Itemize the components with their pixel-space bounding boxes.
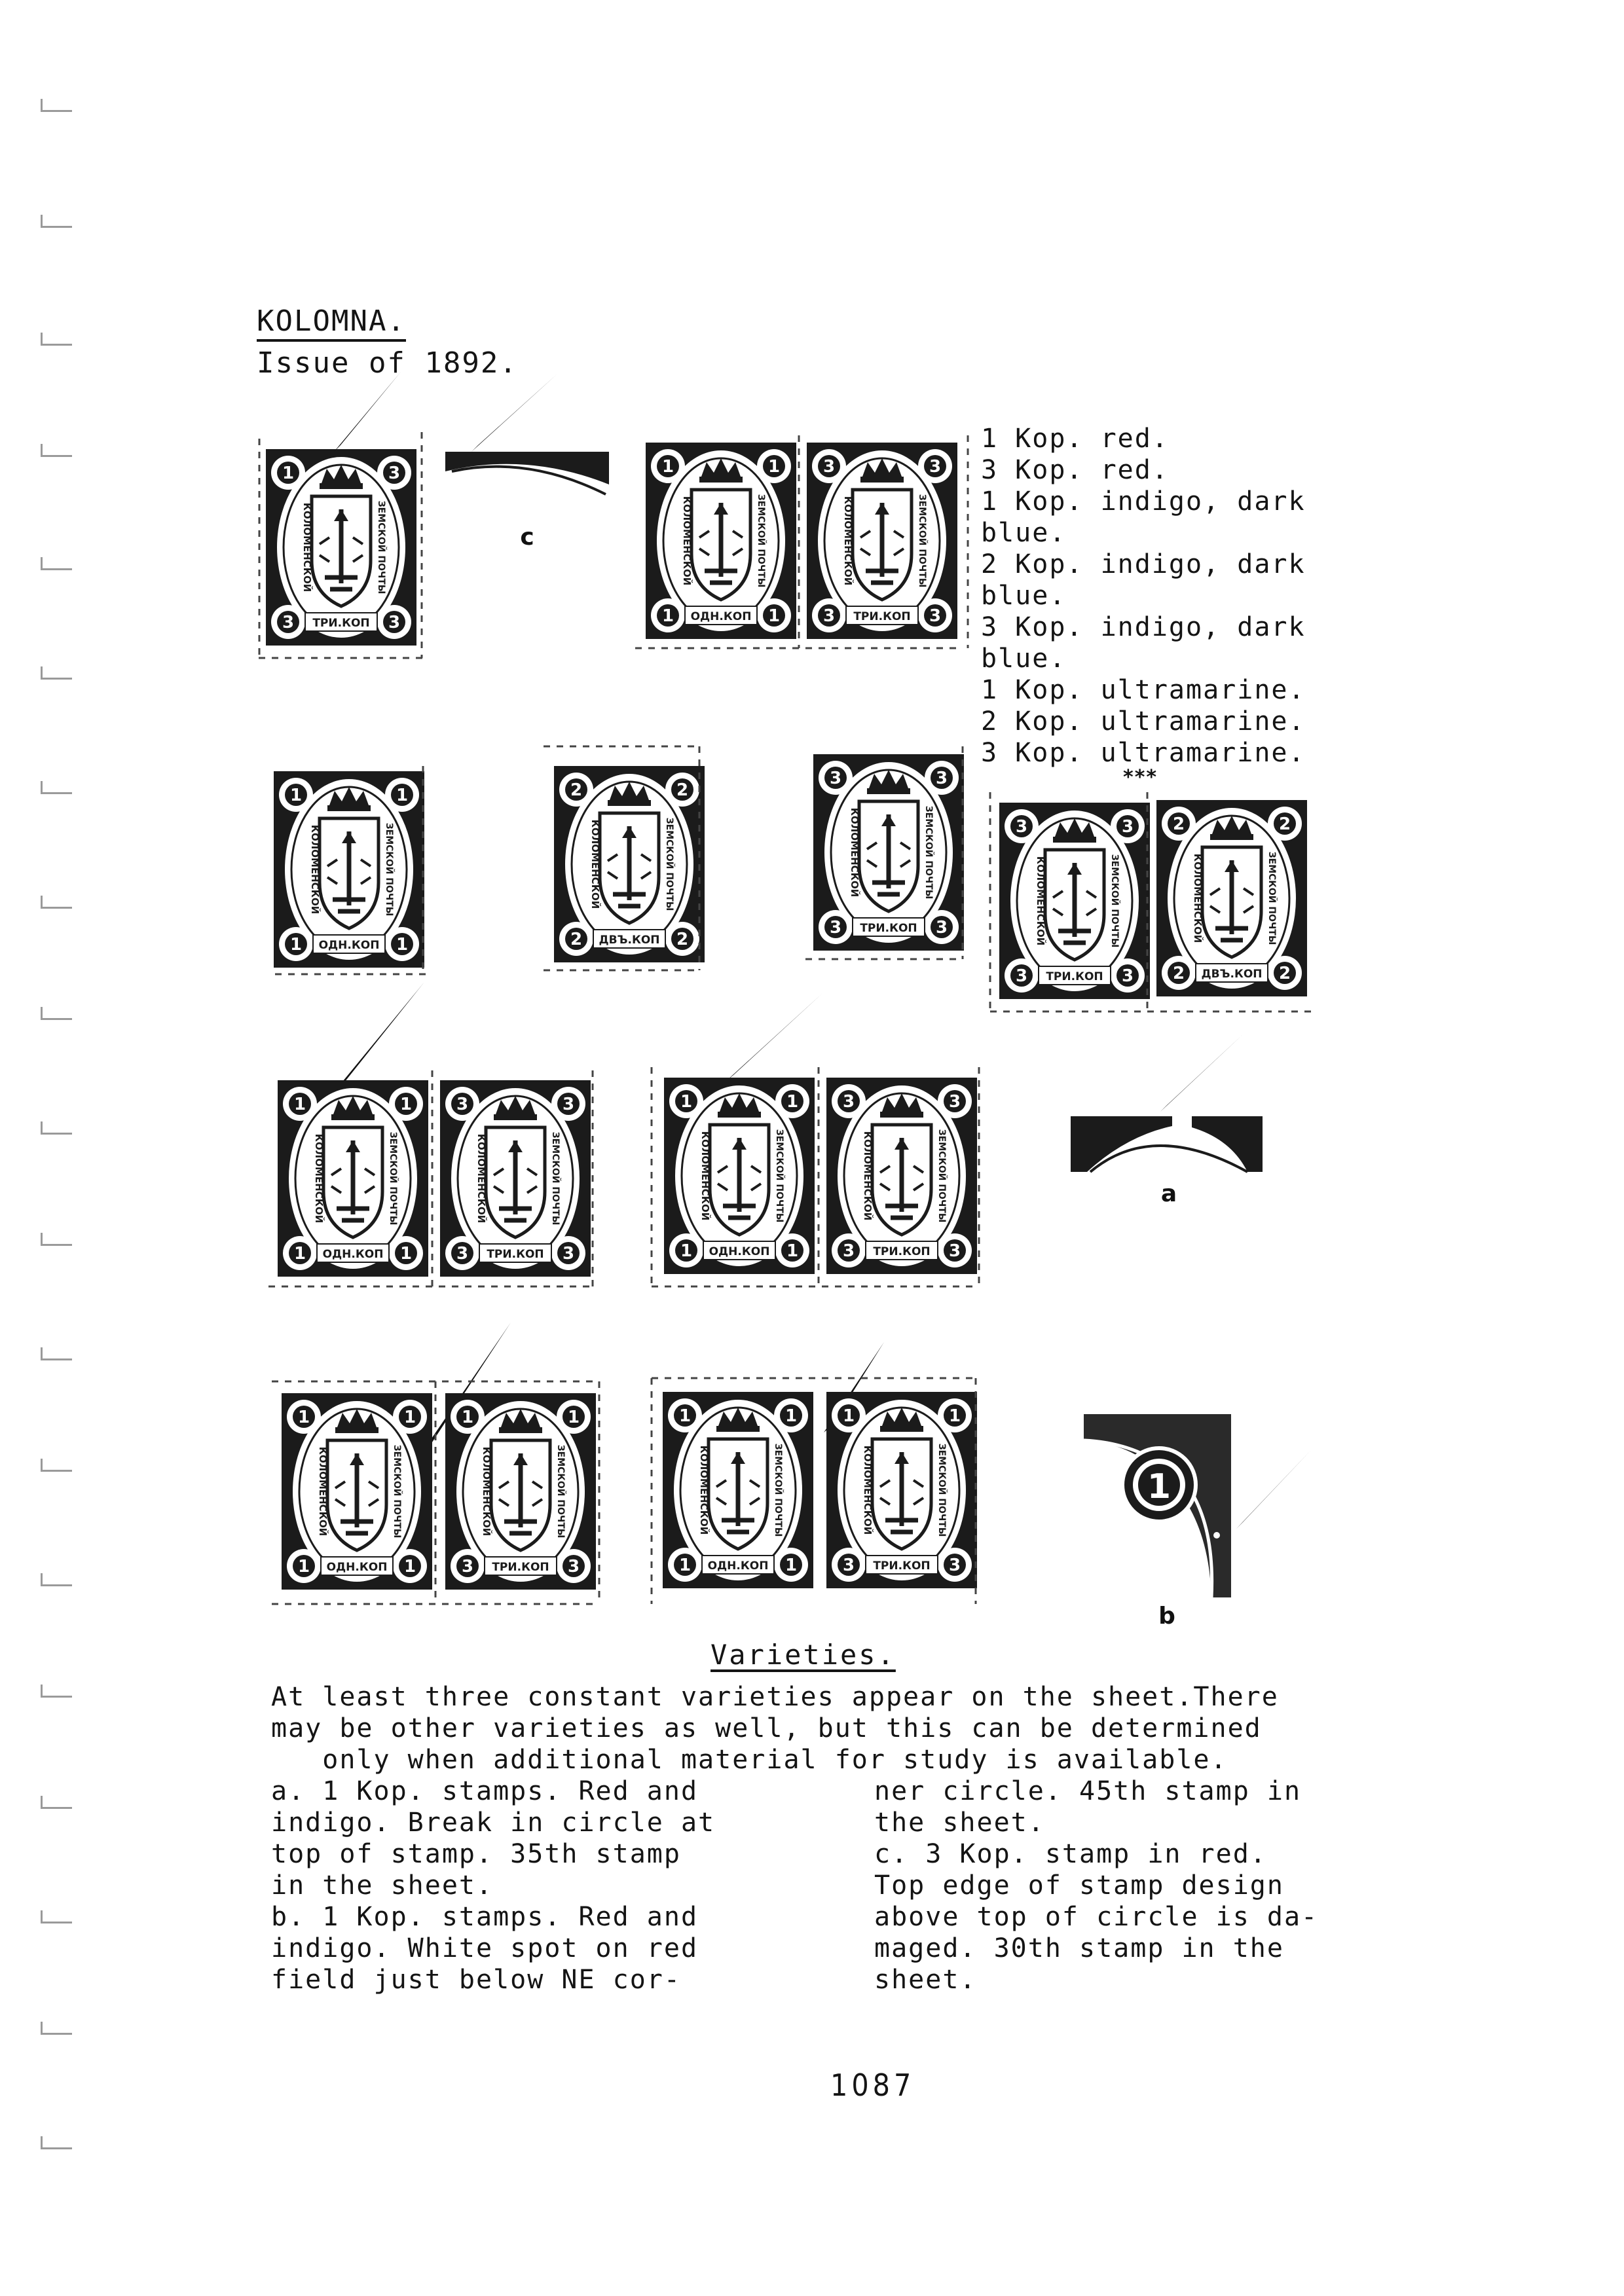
svg-text:ЗЕМСКОЙ ПОЧТЫ: ЗЕМСКОЙ ПОЧТЫ <box>923 805 934 900</box>
svg-text:ТРИ.КОП: ТРИ.КОП <box>492 1561 549 1574</box>
stamp-1-kop <box>664 1078 815 1274</box>
svg-text:3: 3 <box>822 606 836 626</box>
variety-line: the sheet. <box>874 1808 1045 1838</box>
svg-text:ЗЕМСКОЙ ПОЧТЫ: ЗЕМСКОЙ ПОЧТЫ <box>756 494 766 588</box>
svg-text:КОЛОМЕНСКОЙ: КОЛОМЕНСКОЙ <box>862 1445 874 1535</box>
svg-text:3: 3 <box>282 613 295 632</box>
variety-line: ner circle. 45th stamp in <box>874 1776 1302 1806</box>
svg-text:КОЛОМЕНСКОЙ: КОЛОМЕНСКОЙ <box>589 819 601 909</box>
stamp-1-kop <box>278 1080 428 1277</box>
svg-text:1: 1 <box>282 464 295 483</box>
stamp-1-kop <box>282 1393 432 1590</box>
svg-text:3: 3 <box>829 769 842 788</box>
list-item: blue. <box>981 644 1067 674</box>
svg-text:3: 3 <box>842 1556 855 1575</box>
list-item: blue. <box>981 581 1067 611</box>
variety-line: a. 1 Kop. stamps. Red and <box>271 1776 699 1806</box>
detail-c-illustration <box>445 374 609 551</box>
label-b: b <box>1158 1603 1175 1630</box>
svg-text:2: 2 <box>1172 814 1185 834</box>
svg-text:ОДН.КОП: ОДН.КОП <box>707 1559 769 1573</box>
stamp-3-kop <box>813 754 964 951</box>
svg-text:ТРИ.КОП: ТРИ.КОП <box>1046 970 1103 983</box>
label-a: a <box>1160 1180 1177 1207</box>
svg-text:ОДН.КОП: ОДН.КОП <box>322 1248 384 1261</box>
svg-text:1: 1 <box>948 1406 961 1426</box>
svg-text:2: 2 <box>1278 814 1291 834</box>
list-item: 3 Kop. red. <box>981 455 1169 485</box>
variety-line: c. 3 Kop. stamp in red. <box>874 1839 1267 1869</box>
svg-text:3: 3 <box>1121 817 1134 837</box>
svg-text:1: 1 <box>289 935 303 955</box>
svg-text:1: 1 <box>678 1406 692 1426</box>
svg-text:3: 3 <box>935 769 948 788</box>
svg-text:КОЛОМЕНСКОЙ: КОЛОМЕНСКОЙ <box>862 1131 874 1221</box>
svg-text:ДВЪ.КОП: ДВЪ.КОП <box>599 934 660 947</box>
variety-line: indigo. White spot on red <box>271 1933 699 1963</box>
svg-text:1: 1 <box>396 786 409 805</box>
svg-text:3: 3 <box>829 918 842 938</box>
svg-text:ЗЕМСКОЙ ПОЧТЫ: ЗЕМСКОЙ ПОЧТЫ <box>664 817 674 911</box>
stamp-3-kop <box>445 1393 596 1590</box>
svg-text:ЗЕМСКОЙ ПОЧТЫ: ЗЕМСКОЙ ПОЧТЫ <box>917 494 927 588</box>
stamp-name-right: ЗЕМСКОЙ ПОЧТЫ <box>376 500 386 594</box>
svg-text:3: 3 <box>456 1244 469 1264</box>
svg-text:1: 1 <box>293 1095 306 1114</box>
svg-text:КОЛОМЕНСКОЙ: КОЛОМЕНСКОЙ <box>475 1133 487 1224</box>
svg-text:2: 2 <box>1278 964 1291 983</box>
svg-text:3: 3 <box>456 1095 469 1114</box>
list-item: 1 Kop. red. <box>981 424 1169 454</box>
svg-text:1: 1 <box>680 1092 693 1112</box>
stamp-value-text: ТРИ.КОП <box>312 617 370 630</box>
svg-text:ТРИ.КОП: ТРИ.КОП <box>873 1245 931 1258</box>
svg-text:1: 1 <box>289 786 303 805</box>
intro-line: may be other varieties as well, but this can be determined <box>271 1713 1262 1743</box>
svg-text:ЗЕМСКОЙ ПОЧТЫ: ЗЕМСКОЙ ПОЧТЫ <box>936 1129 947 1223</box>
svg-text:ЗЕМСКОЙ ПОЧТЫ: ЗЕМСКОЙ ПОЧТЫ <box>384 822 394 917</box>
svg-text:КОЛОМЕНСКОЙ: КОЛОМЕНСКОЙ <box>699 1131 711 1221</box>
stamp-1-kop <box>274 771 424 968</box>
svg-text:1: 1 <box>403 1408 416 1427</box>
svg-text:2: 2 <box>1172 964 1185 983</box>
svg-text:3: 3 <box>388 464 401 483</box>
stamp-name-left: КОЛОМЕНСКОЙ <box>301 502 313 592</box>
svg-text:ЗЕМСКОЙ ПОЧТЫ: ЗЕМСКОЙ ПОЧТЫ <box>555 1444 566 1539</box>
svg-text:ЗЕМСКОЙ ПОЧТЫ: ЗЕМСКОЙ ПОЧТЫ <box>1266 851 1277 945</box>
page-title: KOLOMNA. <box>257 304 406 342</box>
svg-text:1: 1 <box>661 606 674 626</box>
svg-text:1: 1 <box>784 1406 798 1426</box>
svg-text:КОЛОМЕНСКОЙ: КОЛОМЕНСКОЙ <box>698 1445 710 1535</box>
svg-text:2: 2 <box>676 780 689 800</box>
svg-text:КОЛОМЕНСКОЙ: КОЛОМЕНСКОЙ <box>481 1446 492 1537</box>
svg-text:3: 3 <box>935 918 948 938</box>
svg-text:ТРИ.КОП: ТРИ.КОП <box>873 1559 931 1573</box>
svg-text:3: 3 <box>388 613 401 632</box>
svg-text:3: 3 <box>842 1241 855 1261</box>
svg-text:ЗЕМСКОЙ ПОЧТЫ: ЗЕМСКОЙ ПОЧТЫ <box>392 1444 402 1539</box>
svg-text:КОЛОМЕНСКОЙ: КОЛОМЕНСКОЙ <box>842 496 854 586</box>
svg-text:1: 1 <box>842 1406 855 1426</box>
svg-text:ТРИ.КОП: ТРИ.КОП <box>853 610 911 623</box>
svg-text:3: 3 <box>1121 966 1134 986</box>
variety-line: indigo. Break in circle at <box>271 1808 716 1838</box>
svg-text:1: 1 <box>461 1408 474 1427</box>
svg-text:ЗЕМСКОЙ ПОЧТЫ: ЗЕМСКОЙ ПОЧТЫ <box>774 1129 784 1223</box>
list-item: 1 Kop. indigo, dark <box>981 486 1306 517</box>
svg-text:2: 2 <box>570 930 583 949</box>
svg-text:ЗЕМСКОЙ ПОЧТЫ: ЗЕМСКОЙ ПОЧТЫ <box>936 1443 947 1537</box>
list-item: blue. <box>981 518 1067 548</box>
detail-a-illustration <box>1071 1034 1263 1207</box>
svg-text:3: 3 <box>822 457 836 477</box>
svg-text:1: 1 <box>297 1408 310 1427</box>
svg-text:ЗЕМСКОЙ ПОЧТЫ: ЗЕМСКОЙ ПОЧТЫ <box>1109 854 1120 948</box>
svg-text:1: 1 <box>680 1241 693 1261</box>
svg-text:3: 3 <box>562 1095 575 1114</box>
stamp-2-kop <box>1156 800 1307 996</box>
detail-b-illustration <box>1084 1414 1311 1630</box>
varieties-intro <box>271 1681 1279 1776</box>
label-c: c <box>520 524 534 551</box>
varieties-title: Varieties. <box>710 1639 896 1671</box>
svg-text:ОДН.КОП: ОДН.КОП <box>318 939 380 952</box>
svg-text:3: 3 <box>948 1092 961 1112</box>
svg-text:3: 3 <box>929 457 942 477</box>
svg-text:1: 1 <box>786 1092 799 1112</box>
stamp-3-kop <box>440 1080 591 1277</box>
stamp-3-kop <box>999 803 1150 999</box>
detail-b-numeral: 1 <box>1147 1467 1172 1506</box>
svg-text:3: 3 <box>948 1556 961 1575</box>
stamp-2-kop <box>554 766 705 962</box>
svg-text:3: 3 <box>929 606 942 626</box>
variety-line: top of stamp. 35th stamp <box>271 1839 681 1869</box>
variety-line: Top edge of stamp design <box>874 1870 1284 1901</box>
list-item: 2 Kop. indigo, dark <box>981 549 1306 579</box>
stamp-3-kop <box>807 443 957 639</box>
svg-text:1: 1 <box>786 1241 799 1261</box>
stamp-3-kop <box>826 1078 977 1274</box>
list-item: 2 Kop. ultramarine. <box>981 706 1306 737</box>
stamp-1-kop <box>646 443 796 639</box>
intro-line: At least three constant varieties appear on the sheet.There <box>271 1682 1279 1712</box>
stamp-1-kop <box>266 449 416 646</box>
list-item: 3 Kop. ultramarine. <box>981 738 1306 768</box>
svg-text:1: 1 <box>403 1557 416 1576</box>
svg-text:1: 1 <box>399 1095 413 1114</box>
page-number: 1087 <box>830 2068 915 2103</box>
varieties-left-column <box>271 1776 715 1995</box>
svg-text:2: 2 <box>676 930 689 949</box>
list-item: 1 Kop. ultramarine. <box>981 675 1306 705</box>
svg-text:2: 2 <box>570 780 583 800</box>
page-subtitle: Issue of 1892. <box>257 346 518 380</box>
svg-text:ТРИ.КОП: ТРИ.КОП <box>487 1248 544 1261</box>
list-item: 3 Kop. indigo, dark <box>981 612 1306 642</box>
svg-text:3: 3 <box>948 1241 961 1261</box>
svg-text:3: 3 <box>567 1557 580 1576</box>
intro-line: only when additional material for study is available. <box>271 1745 1228 1775</box>
variety-line: b. 1 Kop. stamps. Red and <box>271 1902 699 1932</box>
stamp-1-kop <box>663 1392 813 1588</box>
pointer-arrow <box>334 372 401 452</box>
svg-text:ТРИ.КОП: ТРИ.КОП <box>860 922 917 935</box>
svg-text:3: 3 <box>1015 966 1028 986</box>
svg-text:3: 3 <box>842 1092 855 1112</box>
svg-text:КОЛОМЕНСКОЙ: КОЛОМЕНСКОЙ <box>317 1446 329 1537</box>
variety-line: above top of circle is da- <box>874 1902 1319 1932</box>
svg-text:3: 3 <box>1015 817 1028 837</box>
svg-text:1: 1 <box>396 935 409 955</box>
svg-text:КОЛОМЕНСКОЙ: КОЛОМЕНСКОЙ <box>1192 853 1204 943</box>
svg-text:1: 1 <box>661 457 674 477</box>
variety-line: maged. 30th stamp in the <box>874 1933 1284 1963</box>
svg-text:ОДН.КОП: ОДН.КОП <box>690 610 752 623</box>
svg-text:КОЛОМЕНСКОЙ: КОЛОМЕНСКОЙ <box>1035 856 1046 946</box>
svg-text:ОДН.КОП: ОДН.КОП <box>326 1561 388 1574</box>
svg-text:КОЛОМЕНСКОЙ: КОЛОМЕНСКОЙ <box>313 1133 325 1224</box>
svg-text:ЗЕМСКОЙ ПОЧТЫ: ЗЕМСКОЙ ПОЧТЫ <box>388 1131 398 1226</box>
svg-text:1: 1 <box>293 1244 306 1264</box>
svg-text:1: 1 <box>678 1556 692 1575</box>
svg-text:КОЛОМЕНСКОЙ: КОЛОМЕНСКОЙ <box>309 824 321 915</box>
svg-text:ОДН.КОП: ОДН.КОП <box>709 1245 770 1258</box>
svg-text:КОЛОМЕНСКОЙ: КОЛОМЕНСКОЙ <box>681 496 693 586</box>
svg-text:КОЛОМЕНСКОЙ: КОЛОМЕНСКОЙ <box>849 807 860 898</box>
svg-text:1: 1 <box>567 1408 580 1427</box>
variety-line: sheet. <box>874 1965 977 1995</box>
svg-text:1: 1 <box>297 1557 310 1576</box>
variety-line: field just below NE cor- <box>271 1965 681 1995</box>
svg-text:3: 3 <box>562 1244 575 1264</box>
svg-text:1: 1 <box>784 1556 798 1575</box>
variety-line: in the sheet. <box>271 1870 494 1901</box>
stamp-3-kop <box>826 1392 977 1588</box>
separator: *** <box>1123 766 1158 789</box>
svg-text:ЗЕМСКОЙ ПОЧТЫ: ЗЕМСКОЙ ПОЧТЫ <box>550 1131 561 1226</box>
varieties-right-column <box>874 1776 1318 1995</box>
svg-text:3: 3 <box>461 1557 474 1576</box>
svg-text:ЗЕМСКОЙ ПОЧТЫ: ЗЕМСКОЙ ПОЧТЫ <box>773 1443 783 1537</box>
svg-text:1: 1 <box>767 606 781 626</box>
svg-text:1: 1 <box>767 457 781 477</box>
svg-text:ДВЪ.КОП: ДВЪ.КОП <box>1201 968 1263 981</box>
svg-text:1: 1 <box>399 1244 413 1264</box>
